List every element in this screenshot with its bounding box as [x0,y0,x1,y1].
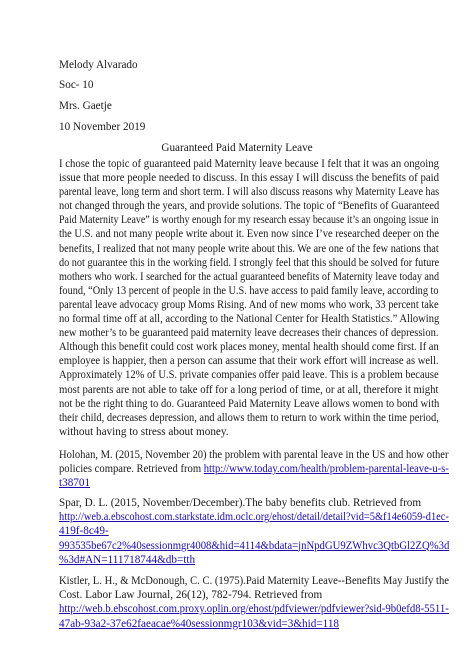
body-line: I chose the topic of guaranteed paid Maternity leave because I felt that it was an ongoing [59,158,439,170]
body-line: Approximately 12% of U.S. private companies offer paid leave. This is a problem because [59,369,439,382]
reference-kistler [59,574,449,631]
reference-line [59,462,449,476]
reference-line [59,510,449,524]
body-line: Although this benefit could cost work places money, mental health should come first. If an [59,341,439,354]
body-line: not changed through the years, and provide solutions. The topic of “Benefits of Guaranteed [59,200,440,213]
body-line: the U.S. and not many people write about it. Even now since I’ve researched deeper on the [59,228,440,241]
reference-line [59,524,449,538]
body-line: do not guarantee this in the working field. I strongly feel that this should be solved for future [59,256,440,269]
body-line: mothers who work. I searched for the actual guaranteed benefits of Maternity leave today and [59,270,440,283]
body-line: issue that more people needed to discuss. In this essay I will discuss the benefits of paid [59,172,440,185]
body-line: without having to stress about money. [59,425,229,438]
reference-line: Holohan, M. (2015, November 20) the problem with parental leave in the US and how other [59,449,449,461]
reference-line: Kistler, L. H., & McDonough, C. C. (1975).Paid Maternity Leave--Benefits May Justify the [59,575,449,587]
author-name: Melody Alvarado [59,59,138,71]
body-line: benefits, I realized that not many people write about this. We are one of the few nations that [59,242,439,255]
reference-link[interactable]: t38701 [59,477,91,490]
body-line: parental leave advocacy group Moms Rising. And of new moms who work, 33 percent take [59,298,439,311]
reference-line [59,539,450,553]
reference-link[interactable]: http://web.a.ebscohost.com.starkstate.idm.oclc.org/ehost/detail/detail?vid=5&f14e6059-d1ec- [59,511,449,524]
body-line: new mother’s to be guaranteed paid maternity leave decreases their chances of depression. [59,327,439,340]
body-line: their child, decreases depression, and allows them to return to work within the time period, [59,411,439,424]
body-line: found, “Only 13 percent of people in the U.S. have access to paid family leave, according to [59,284,439,297]
reference-link[interactable]: 419f-8c49- [59,525,109,538]
reference-link[interactable]: 47ab-93a2-37e62faeacae%40sessionmgr103&vid=3&hid=118 [59,617,340,630]
reference-line [59,602,449,616]
course-name: Soc- 10 [59,79,94,91]
reference-prefix: policies compare. Retrieved from [59,463,204,476]
body-line: employee is happier, then a person can assume that their work effort will increase as well. [59,355,439,368]
reference-holohan [59,448,449,491]
reference-line: Spar, D. L. (2015, November/December).The baby benefits club. Retrieved from [59,497,422,509]
reference-line [59,553,449,567]
essay-date: 10 November 2019 [59,121,146,133]
reference-link[interactable]: 993535be67c2%40sessionmgr4008&hid=4114&bdata=jnNpdGU9ZWhvc3QtbGl2ZQ%3d [59,539,450,552]
body-line: most parents are not able to take off for a long period of time, or at all, therefore it might [59,383,439,396]
body-line: no formal time off at all, according to the National Center for Health Statistics.” Allowing [59,313,440,326]
reference-line [59,617,449,631]
body-line: not be the right thing to do. Guaranteed Paid Maternity Leave allows women to bond with [59,397,440,410]
reference-link[interactable]: http://www.today.com/health/problem-parental-leave-u-s- [203,463,449,476]
teacher-name: Mrs. Gaetje [59,100,112,112]
reference-link[interactable]: %3d#AN=111718744&db=tth [59,553,196,566]
body-line: parental leave, long term and short term. I will also discuss reasons why Maternity Leave has [59,186,440,199]
essay-title: Guaranteed Paid Maternity Leave [161,142,313,154]
reference-line [59,476,449,490]
body-line: Paid Maternity Leave” is worthy enough for my research essay because it’s an ongoing issue in [59,214,439,227]
reference-spar [59,496,449,567]
reference-line: Cost. Labor Law Journal, 26(12), 782-794. Retrieved from [59,589,323,602]
essay-body [59,157,439,439]
reference-link[interactable]: http://web.b.ebscohost.com.proxy.oplin.org/ehost/pdfviewer/pdfviewer?sid-9b0efd8-5511- [59,603,449,616]
